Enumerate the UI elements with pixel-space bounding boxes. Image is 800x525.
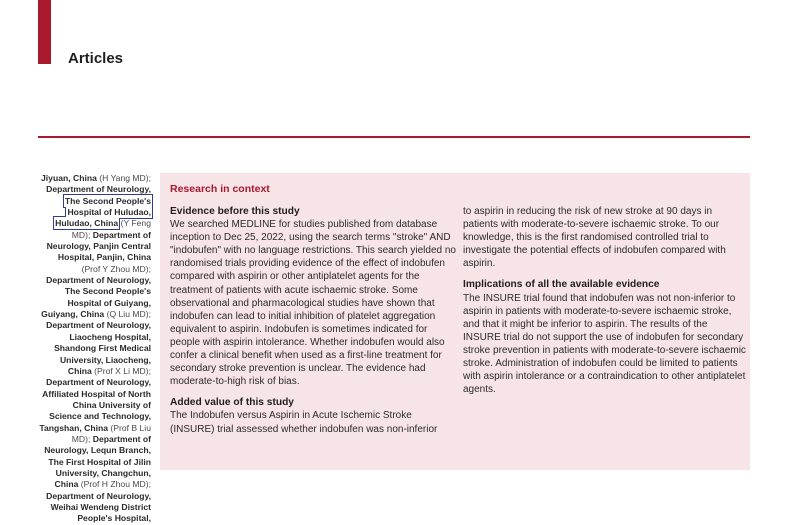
affiliation-segment: (Y Feng MD); bbox=[71, 218, 151, 240]
affiliation-segment: Department of Neurology, Lequn Branch, The First Hospital of Jilin University, Changchun, China bbox=[44, 433, 151, 490]
added-value-body: The Indobufen versus Aspirin in Acute Ischemic Stroke (INSURE) trial assessed whether indobufen was non-inferior bbox=[170, 410, 438, 435]
affiliation-segment: Department of Neurology, Affiliated Hospital of North China University of Science and Technology, Tangshan, China bbox=[39, 377, 151, 433]
affiliation-segment: (H Yang MD); bbox=[99, 173, 151, 183]
evidence-heading: Evidence before this study bbox=[170, 206, 300, 217]
implications-heading: Implications of all the available evidence bbox=[463, 279, 660, 291]
header-rule bbox=[38, 136, 750, 138]
added-value-heading: Added value of this study bbox=[170, 397, 294, 409]
panel-right-column bbox=[463, 205, 747, 396]
affiliation-segment: (Q Liu MD); bbox=[106, 309, 151, 320]
affiliation-segment: Department of Neurology, The Second People's Hospital of Guiyang, Guiyang, China bbox=[41, 275, 151, 320]
implications-body: The INSURE trial found that indobufen was not non-inferior to aspirin in patients with moderate-to-severe ischaemic stroke, and that it might be inferior to aspirin. The results of the INSURE trial do not support the use of indobufen for secondary stroke prevention in patients with moderate-to-severe ischaemic stroke. Administration of indobufen could be limited to patients with aspirin intolerance or a contraindication to other antiplatelet agents. bbox=[463, 292, 746, 396]
affiliations-margin bbox=[38, 173, 151, 525]
added-value-continued: to aspirin in reducing the risk of new stroke at 90 days in patients with moderate-to-severe ischaemic stroke. To our knowledge, this is the first randomised controlled trial to investigate the potential effects of indobufen compared with aspirin. bbox=[463, 206, 726, 270]
affiliation-segment: Department of Neurology, Liaocheng Hospital, Shandong First Medical University, Liaocheng, China bbox=[46, 320, 151, 376]
affiliation-segment: (Prof X Li MD); bbox=[94, 365, 151, 376]
affiliation-segment: Jiyuan, China bbox=[41, 173, 97, 183]
evidence-body: We searched MEDLINE for studies published from database inception to Dec 25, 2022, using the search terms "stroke" AND "indobufen" with no language restrictions. This search yielded no randomised trials providing evidence of the effect of indobufen compared with aspirin or other antiplatelet agents for the treatment of patients with acute ischaemic stroke. Some observational and pharmacological studies have shown that indobufen can lead to initial inhibition of platelet aggregation equivalent to aspirin. Indobufen is sometimes indicated for people with aspirin intolerance. Whether indobufen would also confer a clinical benefit when used as a first-line treatment for secondary stroke prevention is unclear. The evidence had moderate-to-high risk of bias. bbox=[170, 219, 456, 388]
panel-left-column bbox=[170, 205, 458, 436]
panel-title: Research in context bbox=[170, 183, 270, 195]
affiliation-segment: The Second People's Hospital of Huludao, Huludao, China bbox=[55, 195, 151, 229]
section-label: Articles bbox=[68, 50, 124, 67]
research-in-context-panel bbox=[160, 173, 750, 470]
affiliation-segment: (Prof H Zhou MD); bbox=[80, 479, 151, 490]
affiliation-segment: (Prof B Liu MD); bbox=[71, 422, 151, 444]
affiliation-segment: Department of Neurology, Weihai Wendeng District People's Hospital, bbox=[46, 490, 151, 524]
header-accent-bar bbox=[38, 0, 51, 64]
affiliation-segment: (Prof Y Zhou MD); bbox=[81, 263, 151, 274]
affiliation-segment: Department of Neurology, bbox=[46, 184, 151, 195]
affiliation-segment: Department of Neurology, Panjin Central Hospital, Panjin, China bbox=[46, 229, 151, 263]
